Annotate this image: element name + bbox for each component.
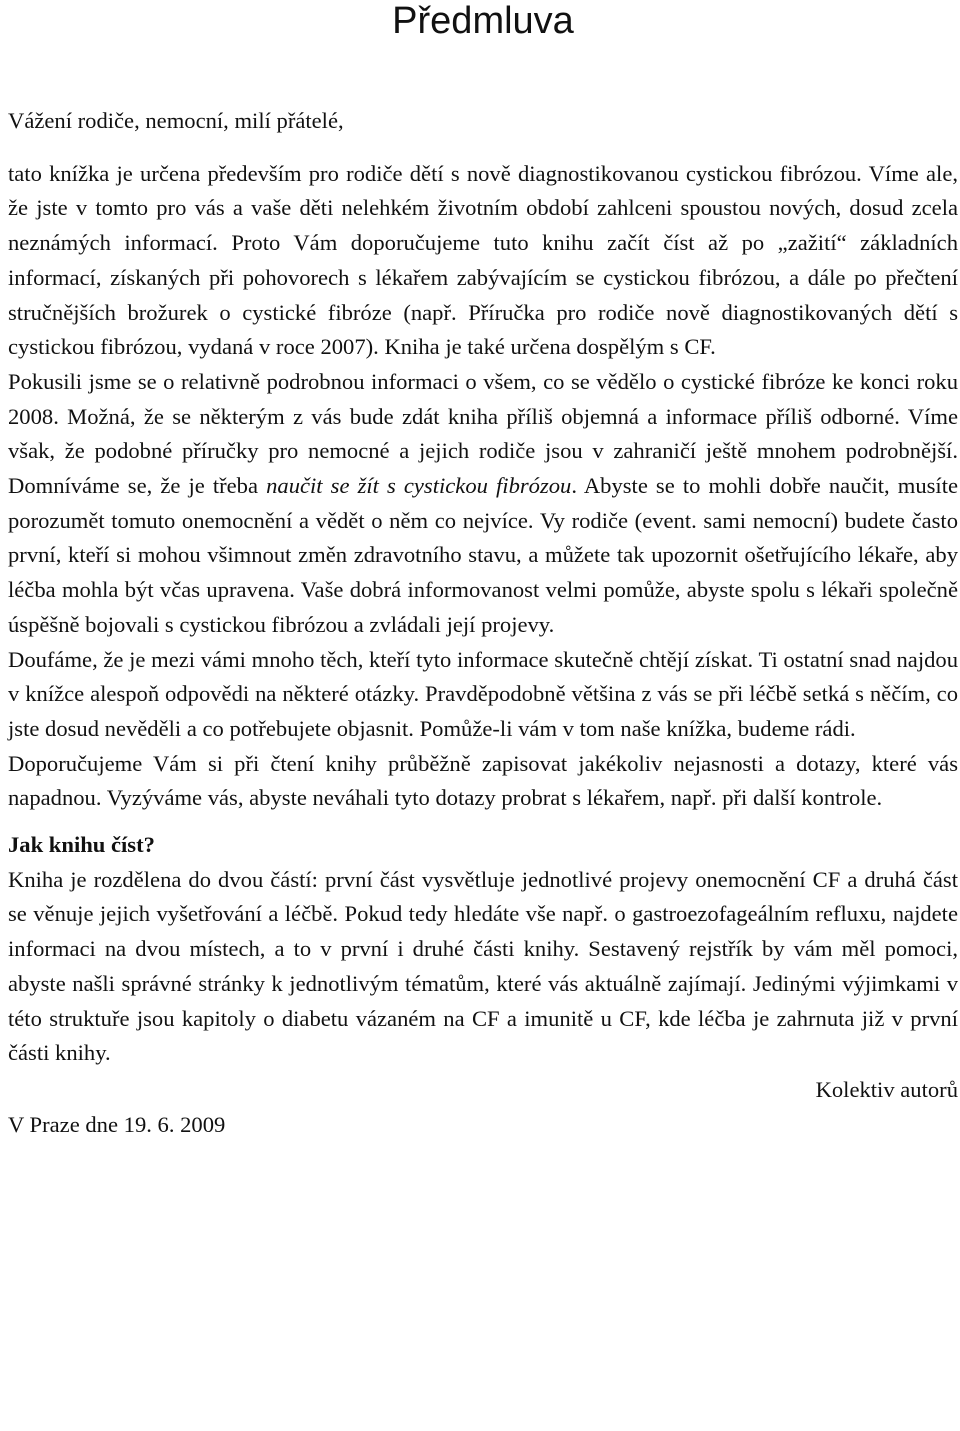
place-and-date: V Praze dne 19. 6. 2009 xyxy=(8,1111,226,1137)
page-title: Předmluva xyxy=(392,0,574,42)
paragraph-how-to-read: Kniha je rozdělena do dvou částí: první část vysvětluje jednotlivé projevy onemocnění CF a druhá část se věnuje jejich vyšetřování a léčbě. Pokud tedy hledáte vše např. o gastroezofageálním refluxu, najdete informaci na dvou místech, a to v první i druhé části knihy. Sestavený rejstřík by vám měl pomoci, abyste našli správné stránky k jednotlivým tématům, které vás aktuálně zajímají. Jedinými výjimkami v této struktuře jsou kapitoly o diabetu vázaném na CF a imunitě u CF, kde léčba je zahrnuta již v první části knihy. xyxy=(8,866,958,1066)
paragraph-intended-audience: tato knížka je určena především pro rodiče dětí s nově diagnostikovanou cystickou fibrózou. Víme ale, že jste v tomto pro vás a vaše děti nelehkém životním období zahlceni spoustou nových, dosud zcela neznámých informací. Proto Vám doporučujeme tuto knihu začít číst až po „zažití“ základních informací, získaných při pohovorech s lékařem zabývajícím se cystickou fibrózou, a dále po přečtení stručnějších brožurek o cystické fibróze (např. Příručka pro rodiče nově diagnostikovaných dětí s cystickou fibrózou, vydaná v roce 2007). Kniha je také určena dospělým s CF. xyxy=(8,160,958,360)
emphasized-phrase: naučit se žít s cystickou fibrózou xyxy=(266,473,572,499)
paragraph-text: Pokusili jsme se o relativně podrobnou informaci o všem, co se vědělo o cystické fibróze ke konci roku 2008. Možná, že se některým z vás bude zdát kniha příliš objemná a informace příliš odborné. Víme však, že podobné příručky pro nemocné a jejich rodiče jsou v zahraničí ještě mnohem podrobnější. Domníváme se, že je třeba xyxy=(8,368,958,499)
paragraph-text: . Abyste se to mohli dobře naučit, musíte porozumět tomuto onemocnění a vědět o něm co nejvíce. Vy rodiče (event. sami nemocní) budete často první, kteří si mohou všimnout změn zdravotního stavu, a můžete tak upozornit ošetřujícího lékaře, aby léčba mohla být včas upravena. Vaše dobrá informovanost velmi pomůže, abyste spolu s lékaři společně úspěšně bojovali s cystickou fibrózou a zvládali její projevy. xyxy=(8,473,959,637)
document-page xyxy=(8,0,958,1431)
paragraph-recommendation: Doporučujeme Vám si při čtení knihy průběžně zapisovat jakékoliv nejasnosti a dotazy, které vás napadnou. Vyzýváme vás, abyste neváhali tyto dotazy probrat s lékařem, např. při další kontrole. xyxy=(8,750,958,811)
preface-body xyxy=(8,157,958,816)
section-heading-how-to-read: Jak knihu číst? xyxy=(8,832,155,858)
signature: Kolektiv autorů xyxy=(815,1076,958,1102)
greeting: Vážení rodiče, nemocní, milí přátelé, xyxy=(8,108,344,133)
paragraph-detailed-information xyxy=(8,365,958,643)
paragraph-hope: Doufáme, že je mezi vámi mnoho těch, kteří tyto informace skutečně chtějí získat. Ti ostatní snad najdou v knížce alespoň odpovědi na některé otázky. Pravděpodobně většina z vás se při léčbě setká s něčím, co jste dosud nevěděli a co potřebujete objasnit. Pomůže-li vám v tom naše knížka, budeme rádi. xyxy=(8,646,958,741)
